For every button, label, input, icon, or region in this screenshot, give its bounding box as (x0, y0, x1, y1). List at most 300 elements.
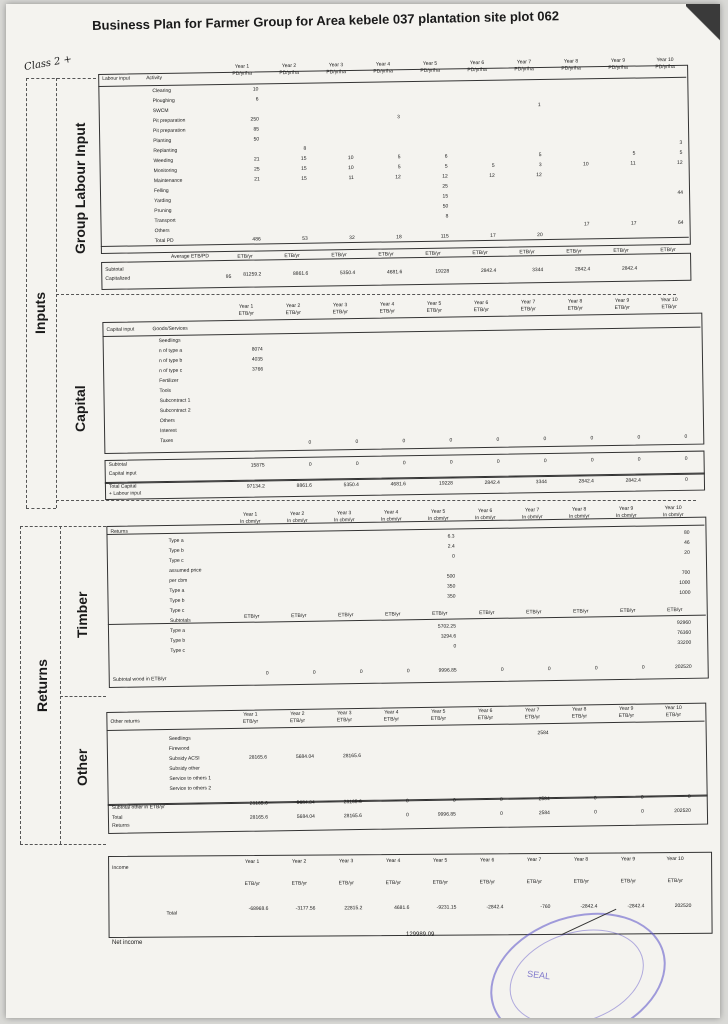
other-year-header: Year 6 (478, 707, 493, 715)
other-subtotal-value: 0 (687, 793, 691, 800)
timber-row-name: Subtotals (169, 617, 191, 625)
timber-subtotal-value: 0 (641, 664, 645, 671)
timber-unit-header: In cbm/yr (427, 515, 449, 522)
capital-item-name: n of type b (158, 357, 183, 365)
income-total-value: -3177.56 (295, 905, 316, 912)
capital-item-name: Seedlings (158, 337, 181, 345)
capital-subtotal-value: 0 (637, 456, 641, 463)
timber-row-name: Type c (168, 557, 184, 565)
timber-subtotal-value: 0 (547, 666, 551, 673)
labour-unit-header: PD/yr/ha (608, 64, 628, 71)
capital-unit-header: ETB/yr (473, 306, 489, 314)
timber-row-name: Type c (170, 647, 186, 655)
other-total-value: 0 (406, 812, 409, 819)
labour-unit-row: ETB/yr (237, 253, 253, 260)
capital-total-value: 2842.4 (625, 477, 641, 484)
labour-activity-name: Pit preparation (152, 127, 186, 135)
capital-subtotal-value: 0 (402, 460, 406, 467)
side-label-group-labour: Group Labour Input (72, 122, 88, 254)
returns-frame-bottom (20, 844, 106, 845)
timber-frame-bottom (60, 696, 106, 697)
other-year-header: Year 8 (572, 706, 587, 713)
other-total-value: 202520 (674, 807, 691, 815)
labour-subtotal-value: 4681.6 (386, 269, 403, 276)
timber-cell-year5: 5702.25 (437, 623, 457, 630)
capital-item-name: Fertilizer (159, 377, 179, 385)
labour-year-header: Year 10 (656, 56, 674, 64)
capital-year-header: Year 10 (660, 296, 678, 304)
side-label-capital: Capital (72, 385, 88, 432)
timber-cell-year10: 46 (684, 539, 690, 546)
class-mark: Class 2 + (23, 53, 73, 74)
other-total-value: 0 (641, 808, 644, 815)
income-total-value: 4681.6 (394, 904, 410, 912)
other-row-name: Seedlings (168, 735, 191, 743)
timber-year-header: Year 2 (289, 510, 305, 518)
labour-activity-name: Planting (153, 137, 172, 145)
timber-returns-label: Returns (110, 528, 128, 535)
other-returns-label: Other returns (110, 718, 140, 725)
other-total-value: 28165.6 (249, 814, 269, 821)
timber-row-name: Type b (168, 547, 184, 555)
capital-year-header: Year 2 (285, 302, 301, 310)
timber-cell-year5: 500 (446, 573, 456, 580)
income-total-value: -68968.6 (248, 905, 269, 913)
timber-unit-row: ETB/yr (620, 607, 636, 614)
timber-cell-year10: 20 (684, 549, 690, 556)
labour-cell: 5 (397, 154, 401, 161)
income-year-header: Year 2 (291, 858, 307, 865)
capital-item-name: n of type c (159, 367, 183, 375)
timber-year-header: Year 7 (524, 507, 540, 514)
timber-subtotal-value: 0 (265, 670, 269, 677)
income-year-header: Year 5 (432, 857, 448, 864)
other-year-header: Year 2 (290, 710, 305, 718)
labour-subtotal-value: 3344 (532, 267, 544, 274)
timber-cell-year5: 3294.6 (440, 633, 457, 640)
labour-activity-name: Monitoring (153, 167, 178, 175)
labour-cell: 17 (583, 221, 590, 228)
labour-year-header: Year 4 (375, 61, 391, 68)
other-year-header: Year 3 (337, 710, 352, 717)
labour-col-input-header: Labour input (102, 75, 131, 82)
labour-cell: 5 (632, 150, 636, 157)
other-year-header: Year 4 (384, 709, 399, 716)
capital-total-value: 2842.4 (484, 479, 500, 487)
income-unit-header: ETB/yr (385, 879, 401, 887)
capital-unit-header: ETB/yr (379, 308, 395, 315)
labour-cell: 6 (255, 96, 259, 103)
labour-activity-name: Weeding (153, 157, 174, 165)
labour-capitalized-label: Capitalized (105, 275, 131, 282)
capital-year-header: Year 1 (238, 303, 254, 310)
capital-total-value: 19228 (438, 480, 453, 487)
income-unit-header: ETB/yr (620, 878, 636, 885)
inputs-frame-bottom (26, 508, 56, 509)
labour-unit-header: PD/yr/ha (467, 66, 487, 74)
labour-unit-row: ETB/yr (331, 252, 347, 259)
labour-activity-name: Yarding (154, 197, 172, 205)
timber-cell-year5: 6.3 (447, 533, 455, 540)
capital-col-input-header: Capital input (106, 326, 135, 333)
capital-zero-cell: 0 (590, 435, 594, 442)
labour-activity-name: SWCM (152, 107, 169, 115)
timber-year-header: Year 10 (664, 504, 682, 512)
timber-cell-year10: 1000 (679, 589, 691, 597)
timber-unit-row: ETB/yr (291, 612, 307, 620)
capital-subtotal-value: 0 (449, 459, 453, 466)
income-unit-header: ETB/yr (432, 879, 448, 886)
labour-cell: 11 (348, 174, 354, 182)
inputs-frame-left (26, 78, 27, 508)
labour-unit-header: PD/yr/ha (326, 69, 346, 76)
timber-subtotal-value: 0 (312, 669, 316, 676)
income-unit-header: ETB/yr (667, 877, 683, 885)
labour-cell: 5 (397, 164, 401, 171)
capital-zero-cell: 0 (684, 433, 688, 440)
labour-subtotal-value: 8861.6 (292, 270, 309, 277)
labour-cell: 50 (442, 203, 449, 210)
timber-row-name: assumed price (169, 567, 202, 575)
other-row-name: Subsidy other (169, 765, 200, 773)
timber-subtotal-value: 9996.85 (438, 667, 457, 674)
other-total-value: 28165.6 (343, 812, 362, 820)
other-year-header: Year 7 (525, 707, 540, 714)
other-row-name: Service to others 2 (169, 785, 212, 793)
income-unit-header: ETB/yr (291, 880, 307, 887)
capital-subtotal-value: 0 (355, 460, 359, 468)
timber-unit-row: ETB/yr (526, 609, 542, 616)
other-cell: 5684.04 (295, 753, 315, 761)
labour-cell: 250 (250, 116, 259, 123)
capital-total-value: 8861.6 (296, 482, 312, 489)
capital-year-header: Year 6 (473, 299, 489, 307)
income-year-header: Year 10 (666, 855, 684, 863)
capital-total-label2: + Labour input (108, 490, 142, 497)
capital-subtotal-value: 0 (684, 455, 688, 462)
capital-subtotal-value: 0 (543, 458, 547, 465)
timber-unit-row: ETB/yr (338, 612, 354, 619)
timber-cell-year5: 350 (447, 593, 456, 600)
labour-unit-header: PD/yr/ha (373, 68, 393, 75)
capital-zero-cell: 0 (402, 438, 406, 445)
other-subtotal-label: Subtotal other in ETB/yr (111, 804, 165, 811)
timber-year-header: Year 8 (571, 506, 587, 513)
labour-unit-row: ETB/yr (472, 249, 488, 257)
timber-row-name: Type b (170, 637, 186, 645)
labour-avg-label: Average ETB/PD (170, 253, 210, 260)
capital-unit-header: ETB/yr (332, 309, 348, 316)
capital-zero-cell: 0 (543, 436, 547, 443)
labour-subtotal-value: 5350.4 (339, 269, 356, 277)
income-total-value: -760 (540, 903, 551, 910)
timber-row-name: Type a (169, 627, 186, 635)
income-year-header: Year 1 (244, 858, 260, 866)
returns-frame-left (20, 526, 21, 844)
labour-cell: 17 (490, 232, 496, 239)
capital-subtotal-value: 15875 (250, 462, 265, 469)
capital-subtotal-value: 0 (496, 458, 500, 465)
timber-unit-row: ETB/yr (479, 609, 495, 617)
labour-unit-row: ETB/yr (519, 249, 535, 256)
timber-year-header: Year 4 (383, 509, 399, 516)
other-unit-header: ETB/yr (289, 717, 306, 725)
labour-year-header: Year 7 (516, 59, 532, 66)
labour-cell: 21 (254, 176, 260, 183)
income-year-header: Year 6 (479, 857, 495, 864)
income-total-value: 22815.2 (344, 905, 363, 912)
other-subtotal-value: 0 (593, 795, 597, 802)
labour-cell: 10 (252, 86, 259, 93)
timber-row-name: per cbm (169, 577, 188, 585)
capital-section (102, 291, 705, 500)
labour-unit-header: PD/yr/ha (232, 70, 252, 77)
timber-cell-year10: 80 (683, 529, 690, 536)
other-year-header: Year 1 (243, 711, 258, 718)
inputs-frame-inner (56, 78, 57, 508)
other-year-header: Year 5 (431, 708, 446, 715)
labour-activity-name: Felling (153, 187, 169, 195)
labour-cell: 15 (300, 155, 307, 162)
capital-total-value: 0 (685, 476, 688, 483)
capital-year-header: Year 7 (520, 299, 536, 306)
timber-unit-header: In cbm/yr (333, 517, 355, 524)
income-label: Income (112, 864, 129, 871)
capital-subtotal-value: 0 (308, 461, 312, 468)
timber-year-header: Year 5 (430, 508, 446, 515)
other-subtotal-value: 0 (452, 797, 456, 804)
timber-unit-header: In cbm/yr (286, 517, 308, 525)
labour-cell: 15 (301, 175, 307, 182)
capital-cell: 4035 (251, 356, 264, 363)
income-total-value: -2842.4 (486, 904, 504, 911)
other-total-value: 2584 (538, 810, 550, 817)
capital-year-header: Year 3 (332, 302, 348, 309)
capital-item-name: Interest (160, 427, 177, 435)
inputs-frame-top (26, 78, 96, 79)
other-year-header: Year 9 (619, 705, 634, 712)
labour-cell: 50 (253, 136, 260, 143)
labour-cell: 44 (677, 189, 684, 196)
timber-unit-header: In cbm/yr (521, 514, 543, 521)
labour-cell: 11 (630, 160, 636, 167)
timber-cell-year5: 2.4 (447, 543, 455, 550)
timber-subtotal-value: 0 (359, 668, 363, 676)
income-year-header: Year 4 (385, 857, 401, 865)
labour-subtotal-value: 19228 (435, 268, 450, 275)
timber-row-name: Type b (169, 597, 185, 605)
other-unit-header: ETB/yr (336, 717, 353, 724)
other-subtotal-value: 0 (405, 798, 409, 805)
labour-cell: 15 (301, 165, 307, 172)
labour-cell: 8 (303, 145, 307, 152)
labour-year-header: Year 9 (610, 57, 626, 64)
capital-total-value: 2842.4 (578, 478, 594, 485)
other-total-value: 0 (594, 809, 597, 816)
labour-subtotal-value: 2842.4 (621, 265, 638, 272)
other-year-header: Year 10 (664, 704, 682, 712)
capital-zero-cell: 0 (637, 434, 641, 441)
timber-unit-row: ETB/yr (667, 606, 683, 614)
capital-year-header: Year 5 (426, 300, 442, 307)
income-unit-header: ETB/yr (244, 880, 260, 888)
labour-activity-name: Maintenance (153, 177, 183, 185)
capital-zero-cell: 0 (449, 437, 453, 444)
labour-unit-header: PD/yr/ha (420, 67, 440, 74)
labour-cell: 17 (630, 220, 637, 227)
income-total-value: -9231.15 (436, 904, 457, 911)
capital-item-name: Tools (159, 387, 172, 395)
capital-unit-header: ETB/yr (238, 310, 254, 317)
capital-unit-header: ETB/yr (661, 303, 677, 311)
labour-col-activity-header: Activity (146, 74, 163, 82)
other-unit-header: ETB/yr (524, 714, 541, 721)
labour-cell: 10 (582, 161, 589, 168)
capital-total-value: 3344 (535, 479, 547, 486)
income-year-header: Year 8 (573, 856, 589, 863)
page-corner (686, 4, 720, 44)
labour-year-header: Year 8 (563, 58, 579, 65)
capital-zero-cell: 0 (496, 436, 500, 443)
labour-cell: 3 (679, 139, 683, 146)
other-subtotal-value: 28165.6 (343, 798, 362, 806)
labour-cell: 20 (537, 232, 543, 239)
other-row-name: Service to others 1 (169, 775, 212, 783)
labour-unit-row: ETB/yr (284, 252, 300, 260)
other-unit-header: ETB/yr (618, 712, 635, 719)
capital-cell: 3766 (251, 366, 264, 373)
other-subtotal-value: 5684.04 (296, 799, 315, 807)
capital-item-name: Subcontract 2 (159, 407, 191, 415)
net-income-value: 129989.09 (406, 932, 435, 938)
timber-subtotal-value: 0 (594, 665, 598, 672)
labour-cell: 12 (489, 172, 495, 179)
capital-year-header: Year 9 (614, 297, 630, 304)
capital-unit-header: ETB/yr (426, 307, 442, 314)
document-page (6, 4, 720, 1018)
labour-unit-row: ETB/yr (613, 247, 629, 254)
capital-total-value: 4681.6 (390, 481, 406, 488)
labour-cell: 6 (444, 153, 448, 160)
capital-unit-header: ETB/yr (567, 305, 583, 312)
labour-section (98, 57, 692, 296)
returns-frame-inner (60, 526, 61, 844)
labour-cell: 21 (253, 156, 260, 163)
other-cell: 28165.6 (248, 754, 268, 761)
labour-cell: 5 (538, 152, 542, 159)
income-unit-header: ETB/yr (479, 879, 495, 886)
other-unit-header: ETB/yr (571, 713, 588, 720)
capital-unit-header: ETB/yr (520, 306, 536, 313)
other-unit-header: ETB/yr (430, 715, 447, 722)
capital-item-name: Subcontract 1 (159, 397, 191, 405)
labour-cell: 25 (442, 183, 448, 190)
capital-zero-cell: 0 (355, 438, 359, 446)
timber-section (106, 495, 709, 696)
timber-subtotal-label: Subtotal wood in ETB/yr (112, 676, 167, 683)
capital-total-value: 5350.4 (343, 481, 359, 489)
other-unit-header: ETB/yr (477, 714, 494, 722)
timber-year-header: Year 6 (477, 507, 493, 515)
other-total-label: Total (111, 814, 123, 821)
timber-unit-header: In cbm/yr (380, 516, 402, 523)
timber-cell-year5: 0 (453, 643, 457, 650)
other-total-value: 5684.04 (296, 813, 316, 821)
official-stamp-text: SEAL (526, 968, 551, 982)
income-year-header: Year 9 (620, 856, 636, 863)
timber-unit-row: ETB/yr (385, 611, 401, 618)
labour-activity-name: Ploughing (152, 97, 175, 105)
labour-cell: 12 (536, 172, 542, 179)
labour-activity-name: Pit preparation (152, 117, 186, 125)
labour-unit-row: ETB/yr (378, 251, 394, 258)
other-subtotal-value: 0 (640, 794, 644, 801)
labour-cell: 486 (252, 236, 261, 243)
other-unit-header: ETB/yr (665, 711, 682, 719)
labour-cell: 5 (444, 163, 448, 170)
timber-row-name: Type c (169, 607, 185, 615)
labour-cell: 32 (349, 234, 355, 242)
income-unit-header: ETB/yr (526, 878, 542, 886)
labour-activity-name: Others (154, 227, 170, 235)
timber-row-name: Type a (168, 537, 184, 545)
income-total-label: Total (166, 910, 178, 917)
labour-cell: 25 (254, 166, 260, 173)
timber-year-header: Year 1 (242, 511, 258, 518)
side-label-returns: Returns (34, 659, 50, 712)
side-label-inputs: Inputs (32, 292, 48, 334)
side-label-other: Other (74, 748, 90, 786)
other-subtotal-value: 28165.6 (249, 800, 268, 807)
capital-subtotal-label: Subtotal (108, 461, 127, 468)
labour-subtotal-value: 2842.4 (574, 266, 591, 273)
capital-subtotal-value: 0 (590, 457, 594, 464)
labour-cell: 3 (397, 114, 400, 121)
labour-unit-row: ETB/yr (425, 250, 441, 257)
labour-subtotal-label: Subtotal (105, 266, 124, 273)
capital-item-name: n of type a (158, 347, 183, 355)
capital-input-label: Capital input (108, 470, 137, 477)
labour-cell: 3 (538, 162, 542, 169)
other-unit-header: ETB/yr (383, 716, 400, 723)
labour-activity-name: Pruning (154, 207, 172, 215)
labour-cell: 15 (442, 193, 449, 200)
other-subtotal-value: 2584 (538, 796, 550, 803)
income-year-header: Year 7 (526, 856, 542, 864)
timber-unit-header: In cbm/yr (568, 513, 590, 520)
timber-year-header: Year 9 (618, 505, 634, 512)
labour-cell: 10 (348, 164, 354, 172)
other-cell: 28165.6 (342, 753, 362, 760)
labour-unit-row: ETB/yr (566, 248, 582, 255)
labour-unit-header: PD/yr/ha (279, 69, 299, 77)
other-section (106, 685, 708, 842)
capital-item-name: Others (159, 417, 175, 425)
timber-cell-year5: 0 (452, 553, 455, 560)
other-cell: 2584 (537, 730, 549, 737)
timber-cell-year10: 1000 (679, 579, 691, 587)
labour-year-header: Year 2 (281, 62, 297, 70)
labour-activity-name: Clearing (152, 87, 172, 95)
timber-cell-year5: 350 (446, 583, 456, 590)
capital-zero-cell: 0 (308, 439, 312, 446)
other-total-value: 9996.85 (437, 811, 456, 818)
timber-subtotal-value: 202520 (674, 663, 692, 671)
labour-cell: 115 (440, 233, 449, 240)
returns-frame-top (20, 526, 106, 527)
labour-subtotal-value: 81259.2 (243, 271, 262, 278)
timber-year-header: Year 3 (336, 510, 352, 517)
